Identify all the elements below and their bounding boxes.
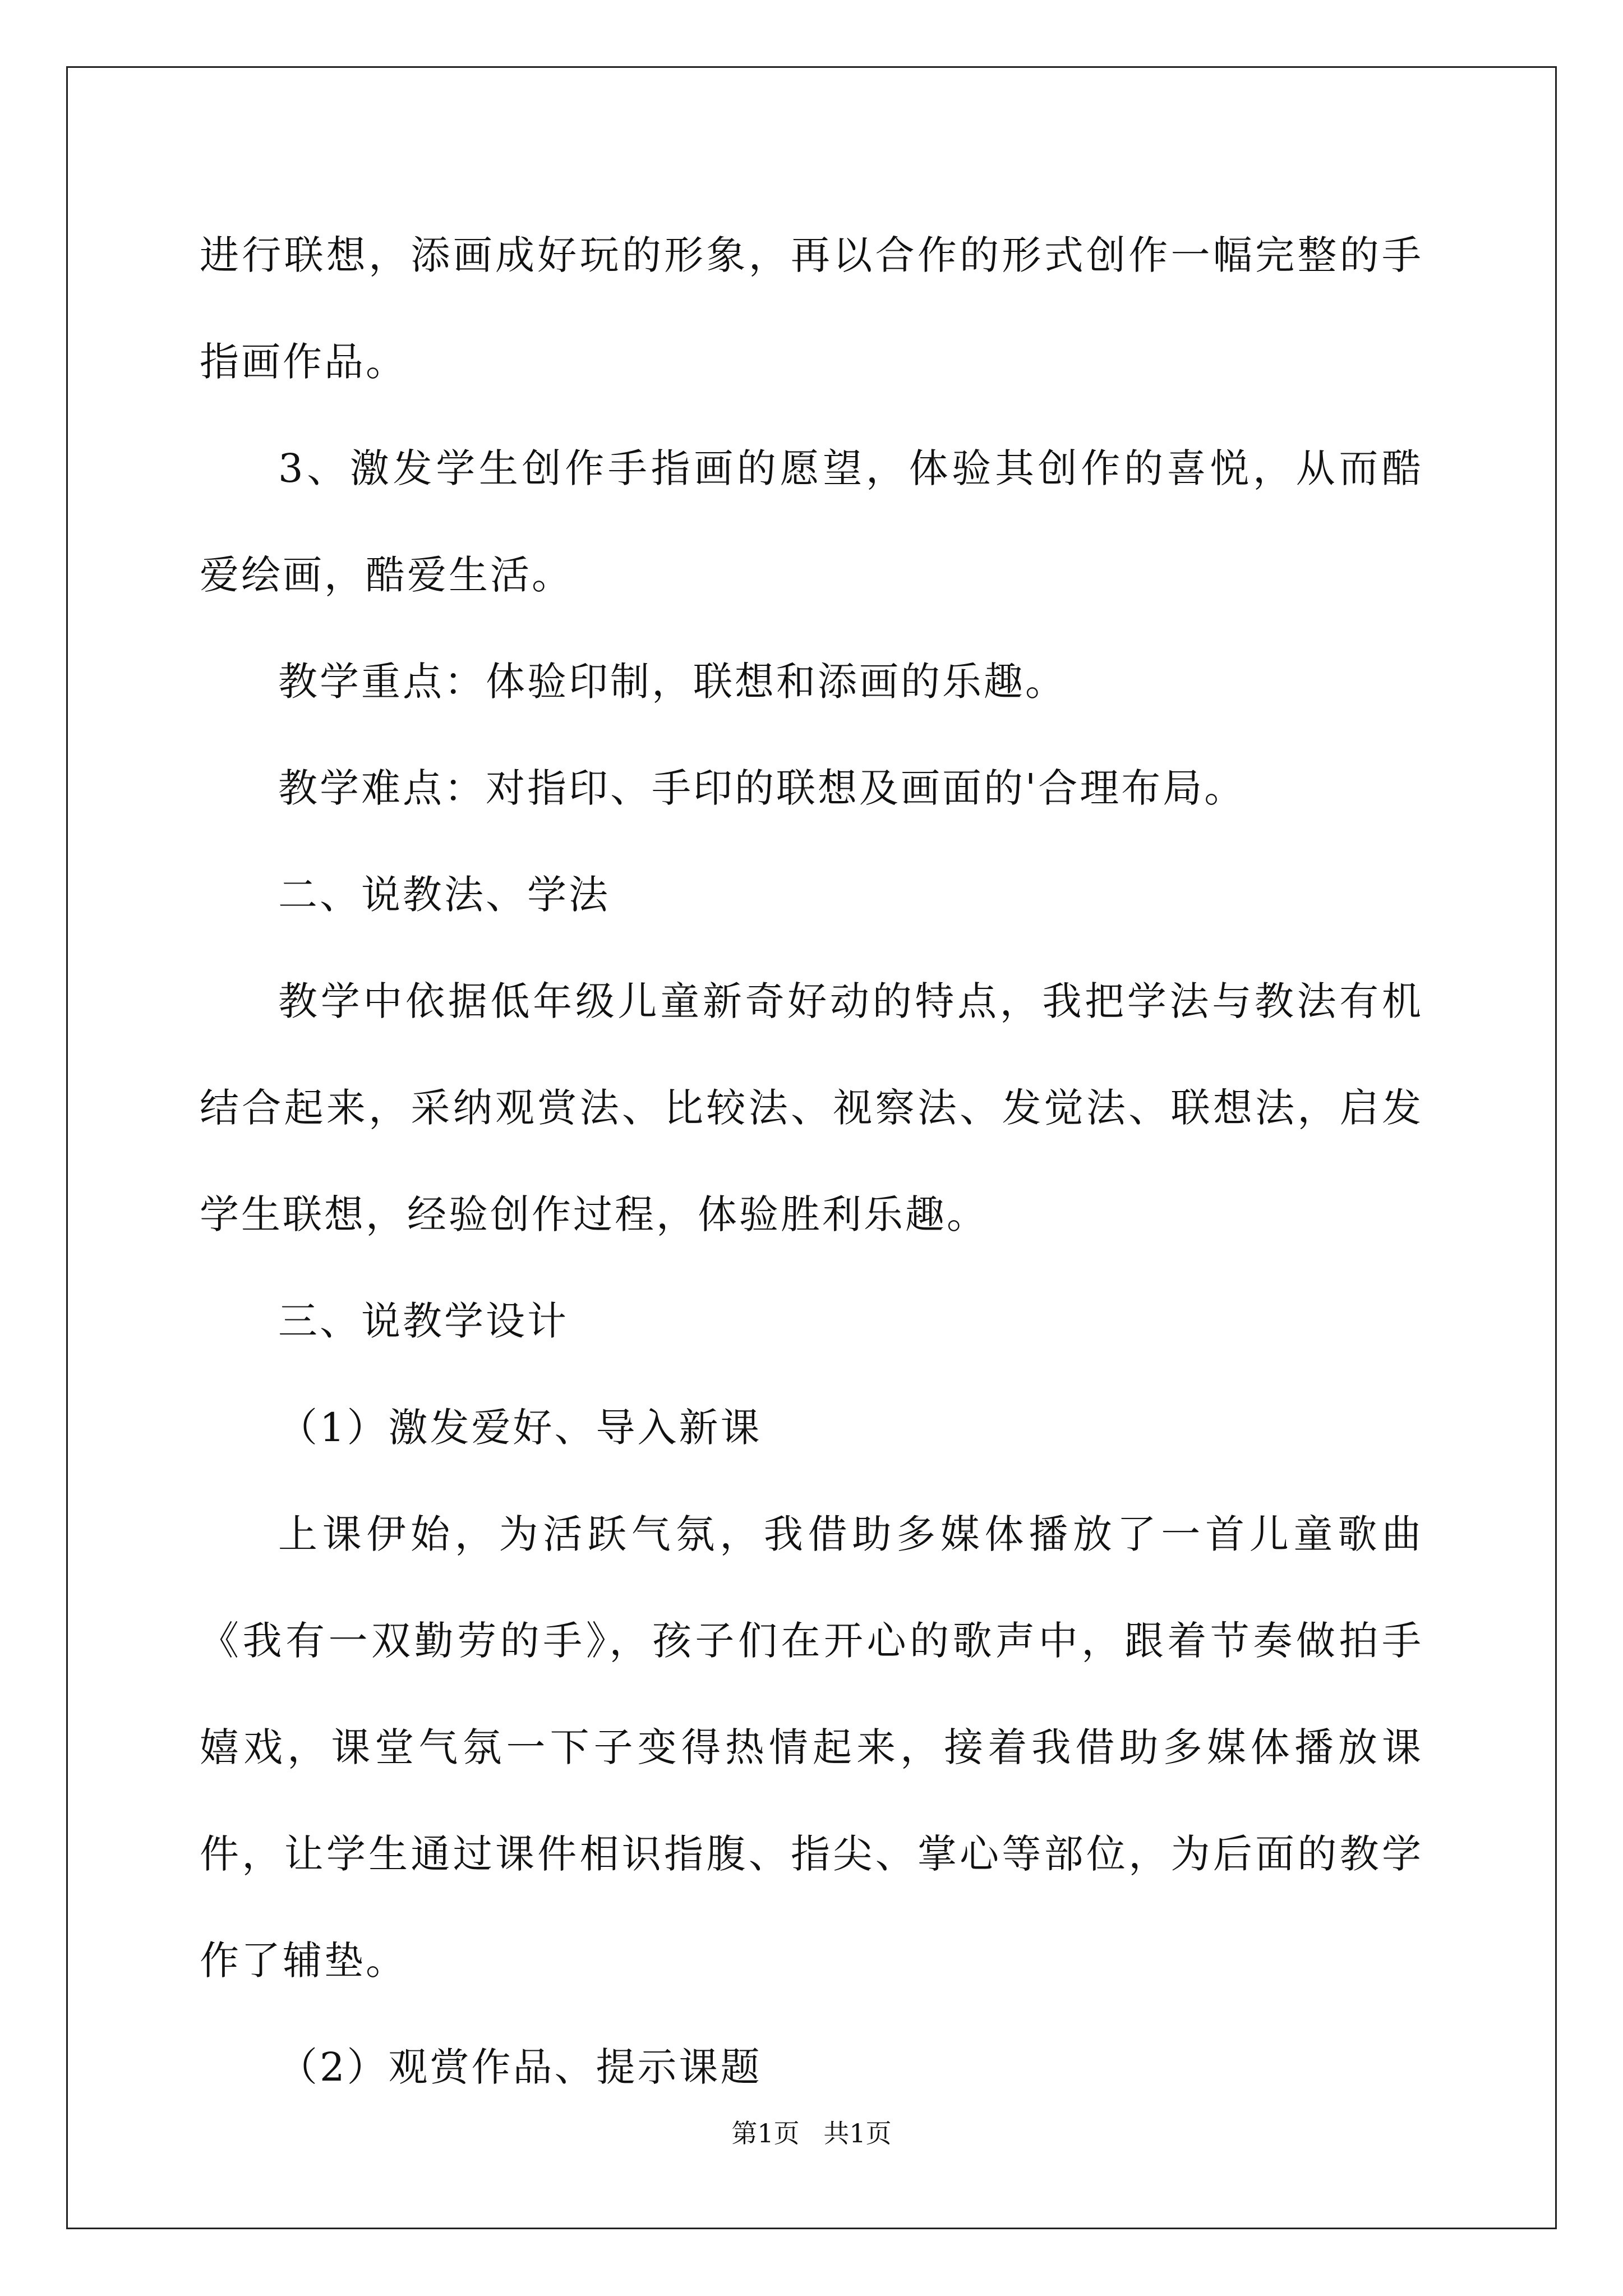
subheading-2: （2）观赏作品、提示课题 — [278, 2044, 762, 2090]
paragraph-3: 教学重点：体验印制，联想和添画的乐趣。 — [278, 659, 1067, 705]
paragraph-6: 教学中依据低年级儿童新奇好动的特点，我把学法与教法有机结合起来，采纳观赏法、比较法、视察法、发觉法、联想法，启发学生联想，经验创作过程，体验胜利乐趣。 — [200, 978, 1423, 1237]
page-number-total: 共1页 — [823, 2118, 892, 2148]
section-heading-3: 三、说教学设计 — [278, 1298, 569, 1344]
paragraph-9: 上课伊始，为活跃气氛，我借助多媒体播放了一首儿童歌曲《我有一双勤劳的手》，孩子们在开心的歌声中，跟着节奏做拍手嬉戏，课堂气氛一下子变得热情起来，接着我借助多媒体播放课件，让学生通过课件相识指腹、指尖、掌心等部位，为后面的教学作了辅垫。 — [200, 1511, 1423, 1984]
page-number-current: 第1页 — [731, 2118, 800, 2148]
section-heading-2: 二、说教法、学法 — [278, 872, 610, 918]
subheading-1: （1）激发爱好、导入新课 — [278, 1405, 762, 1451]
paragraph-2: 3、激发学生创作手指画的愿望，体验其创作的喜悦，从而酷爱绘画，酷爱生活。 — [200, 445, 1423, 598]
paragraph-1: 进行联想，添画成好玩的形象，再以合作的形式创作一幅完整的手指画作品。 — [200, 232, 1423, 385]
page-footer — [0, 2116, 1623, 2150]
document-body — [200, 202, 1423, 2120]
paragraph-4: 教学难点：对指印、手印的联想及画面的'合理布局。 — [278, 765, 1246, 811]
